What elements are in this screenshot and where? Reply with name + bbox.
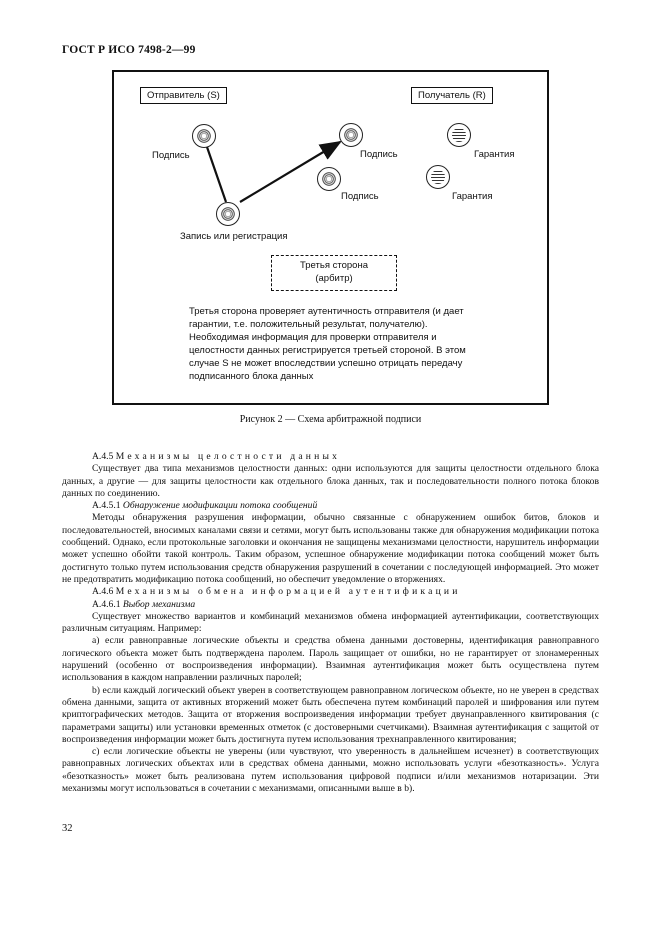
label-signature-2: Подпись — [360, 149, 398, 160]
list-item-c: с) если логические объекты не уверены (или чувствуют, что уверенность в дальнейшем исчезнет) в соответствующих равноправных логических объектах или в средствах обмена данными, можно использовать услуги «безотказность». Услуга «безотказность» может быть реализована путем использования цифровой подписи и/или механизмов нотаризации. Эти механизмы могут использоваться в сочетании с механизмами, описанными выше в b). — [62, 746, 599, 795]
figure-diagram — [112, 70, 549, 405]
section-a451-heading — [62, 500, 599, 512]
seal-icon — [216, 202, 240, 226]
sender-box: Отправитель (S) — [140, 87, 227, 104]
list-item-b: b) если каждый логический объект уверен в соответствующем равноправном логическом объекте, но не уверен в средствах обмена данными, защита от активных вторжений может быть обеспечена путем комбинаций паролей и шифрования или путем криптографических методов. Защита от вторжения воспроизведения информации требует двунаправленного квитирования (с параметрами защиты) или установки временных отметок (с достоверными счетчиками). Взаимная аутентификация с защитой от воспроизведения информации может быть достигнута путем использования трехнаправленного квитирования; — [62, 684, 599, 745]
seal-icon — [317, 167, 341, 191]
section-title: Выбор механизма — [122, 598, 196, 610]
seal-icon — [192, 124, 216, 148]
third-party-box — [271, 255, 397, 291]
label-signature-3: Подпись — [341, 191, 379, 202]
label-record: Запись или регистрация — [180, 231, 288, 242]
section-a45-heading — [62, 451, 599, 463]
section-number: А.4.6.1 — [92, 598, 121, 610]
label-guarantee-2: Гарантия — [452, 191, 493, 202]
page-number: 32 — [62, 823, 73, 834]
paragraph: Существует множество вариантов и комбинаций механизмов обмена информацией аутентификации, соответствующих различным ситуациям. Например: — [62, 610, 599, 635]
receiver-box: Получатель (R) — [411, 87, 493, 104]
section-a46-heading — [62, 586, 599, 598]
body-text — [62, 451, 599, 795]
seal-icon — [339, 123, 363, 147]
third-party-subtitle: (арбитр) — [315, 273, 353, 284]
list-item-a: а) если равноправные логические объекты и средства обмена данными достоверны, идентификация равноправного логического объекта может быть подтверждена паролем. Пароль защищает от ошибки, но не гарантирует от злонамеренных нарушений (особенно от воспроизведения информации). Взаимная аутентификация может быть осуществлена путем использования в каждом направлении различных паролей; — [62, 635, 599, 684]
guarantee-seal-icon — [426, 165, 450, 189]
paragraph: Существует два типа механизмов целостности данных: одни используются для защиты целостности отдельного блока данных, а другие — для защиты целостности как отдельного блока данных, так и последовательности полного потока блоков данных по соединению. — [62, 463, 599, 499]
guarantee-seal-icon — [447, 123, 471, 147]
section-number: А.4.5.1 — [92, 500, 121, 512]
figure-description: Третья сторона проверяет аутентичность отправителя (и дает гарантии, т.е. положительный результат, получателю). Необходимая информация для проверки отправителя и целостности данных регистрируется третьей стороной. В этом случае S не может впоследствии успешно отрицать передачу подписанного блока данных — [189, 306, 466, 382]
section-title: Механизмы обмена информацией аутентификации — [115, 586, 461, 598]
label-signature-1: Подпись — [152, 150, 190, 161]
paragraph: Методы обнаружения разрушения информации, обычно связанные с обнаружением ошибок битов, блоков и последовательностей, вносимых каналами связи и сетями, могут быть использованы также для обнаружения модификации потока сообщений. Однако, если протокольные заголовки и окончания не защищены механизмами целостности, нарушитель информации может успешно обойти такой контроль. Таким образом, успешное обнаружение модификации потока сообщений может быть достигнуто только путем использования средств обнаружения разрушений в сочетании с последующей информацией. Это может не предотвратить модификацию потока сообщений, но обеспечит уведомление о вторжениях. — [62, 512, 599, 585]
line-signature-to-record — [207, 147, 226, 202]
page-header: ГОСТ Р ИСО 7498-2—99 — [62, 44, 196, 56]
section-title: Механизмы целостности данных — [115, 451, 341, 462]
figure-caption: Рисунок 2 — Схема арбитражной подписи — [239, 414, 422, 425]
section-title: Обнаружение модификации потока сообщений — [122, 500, 318, 512]
section-number: А.4.5 — [92, 451, 114, 462]
section-a461-heading — [62, 599, 599, 611]
third-party-title: Третья сторона — [300, 260, 368, 271]
section-number: А.4.6 — [92, 586, 114, 598]
label-guarantee-1: Гарантия — [474, 149, 515, 160]
